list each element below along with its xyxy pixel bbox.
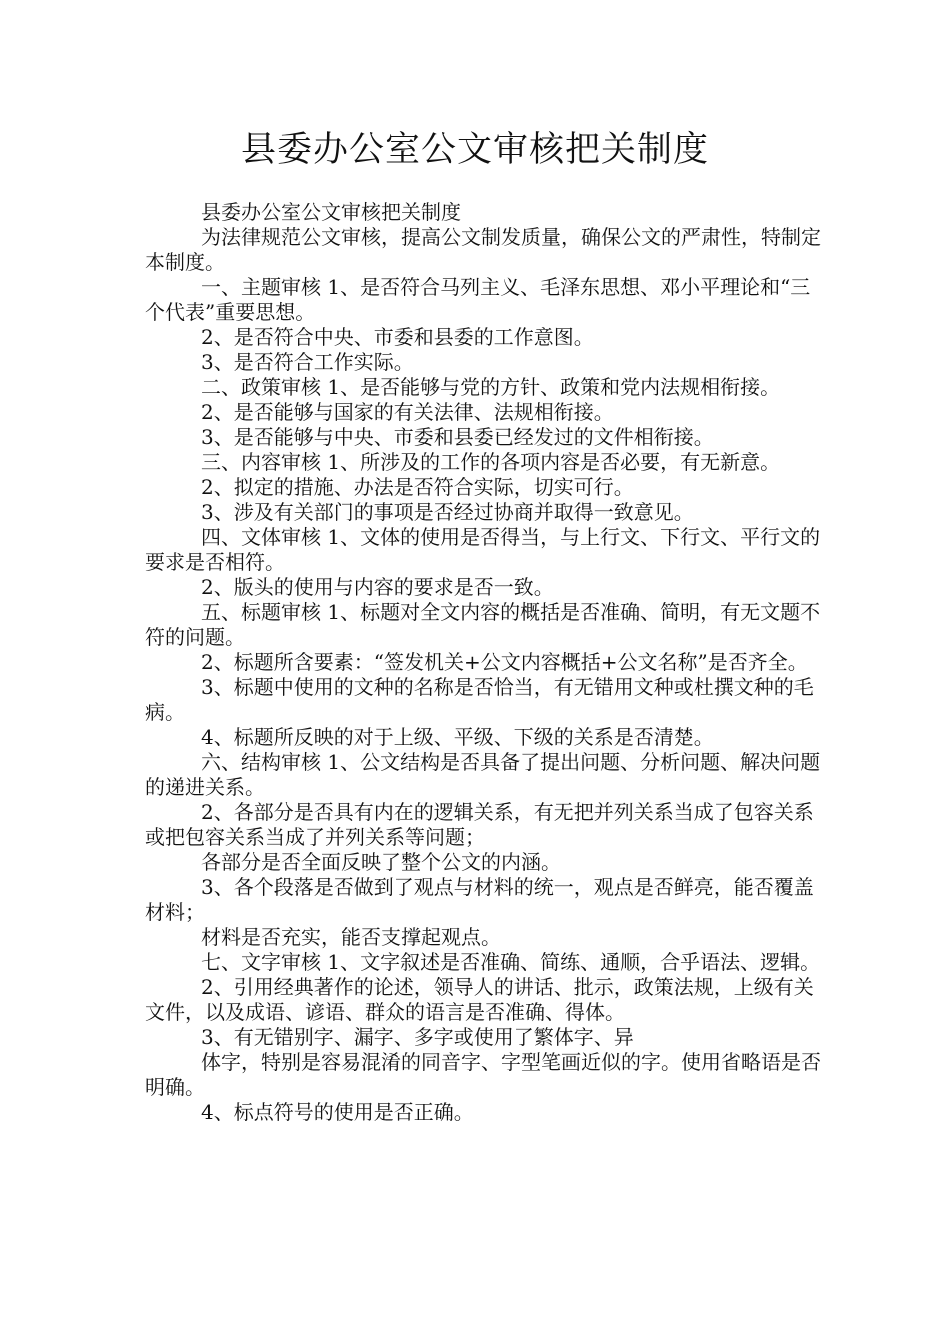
paragraph: 3、有无错别字、漏字、多字或使用了繁体字、异 (201, 1025, 634, 1049)
paragraph: 3、是否符合工作实际。 (201, 350, 414, 374)
paragraph: 2、拟定的措施、办法是否符合实际，切实可行。 (201, 475, 634, 499)
paragraph: 2、各部分是否具有内在的逻辑关系，有无把并列关系当成了包容关系或把包容关系当成了并列关系等问题； (145, 800, 814, 849)
paragraph: 体字，特别是容易混淆的同音字、字型笔画近似的字。使用省略语是否明确。 (145, 1050, 821, 1099)
paragraph: 3、各个段落是否做到了观点与材料的统一，观点是否鲜亮，能否覆盖材料； (145, 875, 814, 924)
paragraph: 2、引用经典著作的论述，领导人的讲话、批示，政策法规，上级有关文件，以及成语、谚语、群众的语言是否准确、得体。 (145, 975, 814, 1024)
paragraph: 3、标题中使用的文种的名称是否恰当，有无错用文种或杜撰文种的毛病。 (145, 675, 814, 724)
paragraph: 材料是否充实，能否支撑起观点。 (201, 925, 501, 949)
paragraph: 七、文字审核 1、文字叙述是否准确、简练、通顺，合乎语法、逻辑。 (201, 950, 821, 974)
paragraph: 2、标题所含要素：“签发机关+公文内容概括+公文名称”是否齐全。 (201, 650, 808, 674)
document-body (145, 200, 821, 1125)
paragraph: 县委办公室公文审核把关制度 (201, 200, 461, 224)
paragraph: 2、是否符合中央、市委和县委的工作意图。 (201, 325, 594, 349)
paragraph: 六、结构审核 1、公文结构是否具备了提出问题、分析问题、解决问题的递进关系。 (145, 750, 821, 799)
paragraph: 三、内容审核 1、所涉及的工作的各项内容是否必要，有无新意。 (201, 450, 781, 474)
paragraph: 2、版头的使用与内容的要求是否一致。 (201, 575, 554, 599)
paragraph: 2、是否能够与国家的有关法律、法规相衔接。 (201, 400, 614, 424)
paragraph: 3、是否能够与中央、市委和县委已经发过的文件相衔接。 (201, 425, 714, 449)
paragraph: 4、标题所反映的对于上级、平级、下级的关系是否清楚。 (201, 725, 714, 749)
paragraph: 二、政策审核 1、是否能够与党的方针、政策和党内法规相衔接。 (201, 375, 781, 399)
paragraph: 五、标题审核 1、标题对全文内容的概括是否准确、简明，有无文题不符的问题。 (145, 600, 821, 649)
paragraph: 3、涉及有关部门的事项是否经过协商并取得一致意见。 (201, 500, 694, 524)
paragraph: 四、文体审核 1、文体的使用是否得当，与上行文、下行文、平行文的要求是否相符。 (145, 525, 821, 574)
paragraph: 各部分是否全面反映了整个公文的内涵。 (201, 850, 561, 874)
paragraph: 一、主题审核 1、是否符合马列主义、毛泽东思想、邓小平理论和“三个代表”重要思想。 (145, 275, 811, 324)
document-title: 县委办公室公文审核把关制度 (240, 130, 709, 170)
paragraph: 为法律规范公文审核，提高公文制发质量，确保公文的严肃性，特制定本制度。 (145, 225, 821, 274)
paragraph: 4、标点符号的使用是否正确。 (201, 1100, 474, 1124)
